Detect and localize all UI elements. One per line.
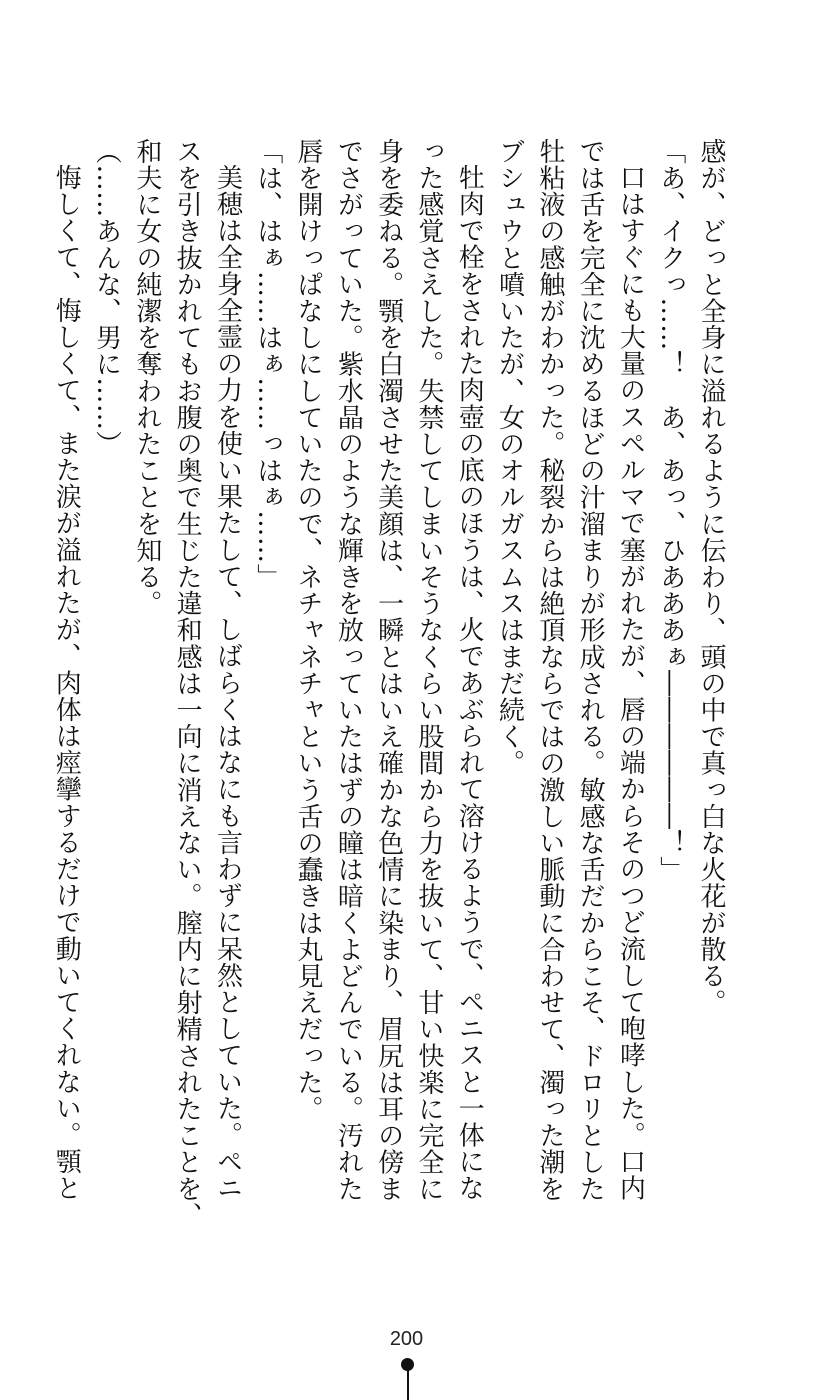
page-number: 200 — [389, 1328, 424, 1350]
text-line: 身を委ねる。顎を白濁させた美顔は、一瞬とはいえ確かな色情に染まり、眉尻は耳の傍ま — [373, 138, 404, 1202]
text-line: スを引き抜かれてもお腹の奥で生じた違和感は一向に消えない。膣内に射精されたことを、 — [172, 138, 203, 1229]
text-line: 和夫に女の純潔を奪われたことを知る。 — [131, 138, 162, 617]
text-line: 牡粘液の感触がわかった。秘裂からは絶頂ならではの激しい脈動に合わせて、濁った潮を — [534, 138, 565, 1202]
text-line: ブシュウと噴いたが、女のオルガスムスはまだ続く。 — [494, 138, 525, 777]
text-line: 唇を開けっぱなしにしていたので、ネチャネチャという舌の蠢きは丸見えだった。 — [293, 138, 324, 1123]
text-line: 「は、はぁ……はぁ……っはぁ……」 — [252, 138, 283, 591]
text-line: 「あ、イクっ……！ あ、あっ、ひあああぁ――――――！」 — [655, 138, 686, 883]
text-line: でさがっていた。紫水晶のような輝きを放っていたはずの瞳は暗くよどんでいる。汚れた — [333, 138, 364, 1202]
text-line: では舌を完全に沈めるほどの汁溜まりが形成される。敏感な舌だからこそ、ドロリとした — [575, 138, 606, 1202]
text-line: 牡肉で栓をされた肉壺の底のほうは、火であぶられて溶けるようで、ペニスと一体にな — [454, 164, 485, 1202]
text-line: 感が、どっと全身に溢れるように伝わり、頭の中で真っ白な火花が散る。 — [696, 138, 726, 1016]
text-line: （……あんな、男に……） — [91, 138, 122, 458]
text-line: った感覚さえした。失禁してしまいそうなくらい股間から力を抜いて、甘い快楽に完全に — [413, 138, 444, 1202]
vertical-body-text — [46, 138, 731, 1229]
text-line: 悔しくて、悔しくて、また涙が溢れたが、肉体は痙攣するだけで動いてくれない。顎と — [51, 164, 82, 1202]
text-line: 口はすぐにも大量のスペルマで塞がれたが、唇の端からそのつど流して咆哮した。口内 — [615, 164, 646, 1202]
text-line: 美穂は全身全霊の力を使い果たして、しばらくはなにも言わずに呆然としていた。ペニ — [212, 164, 243, 1202]
folio-rule-ornament — [407, 1370, 409, 1400]
